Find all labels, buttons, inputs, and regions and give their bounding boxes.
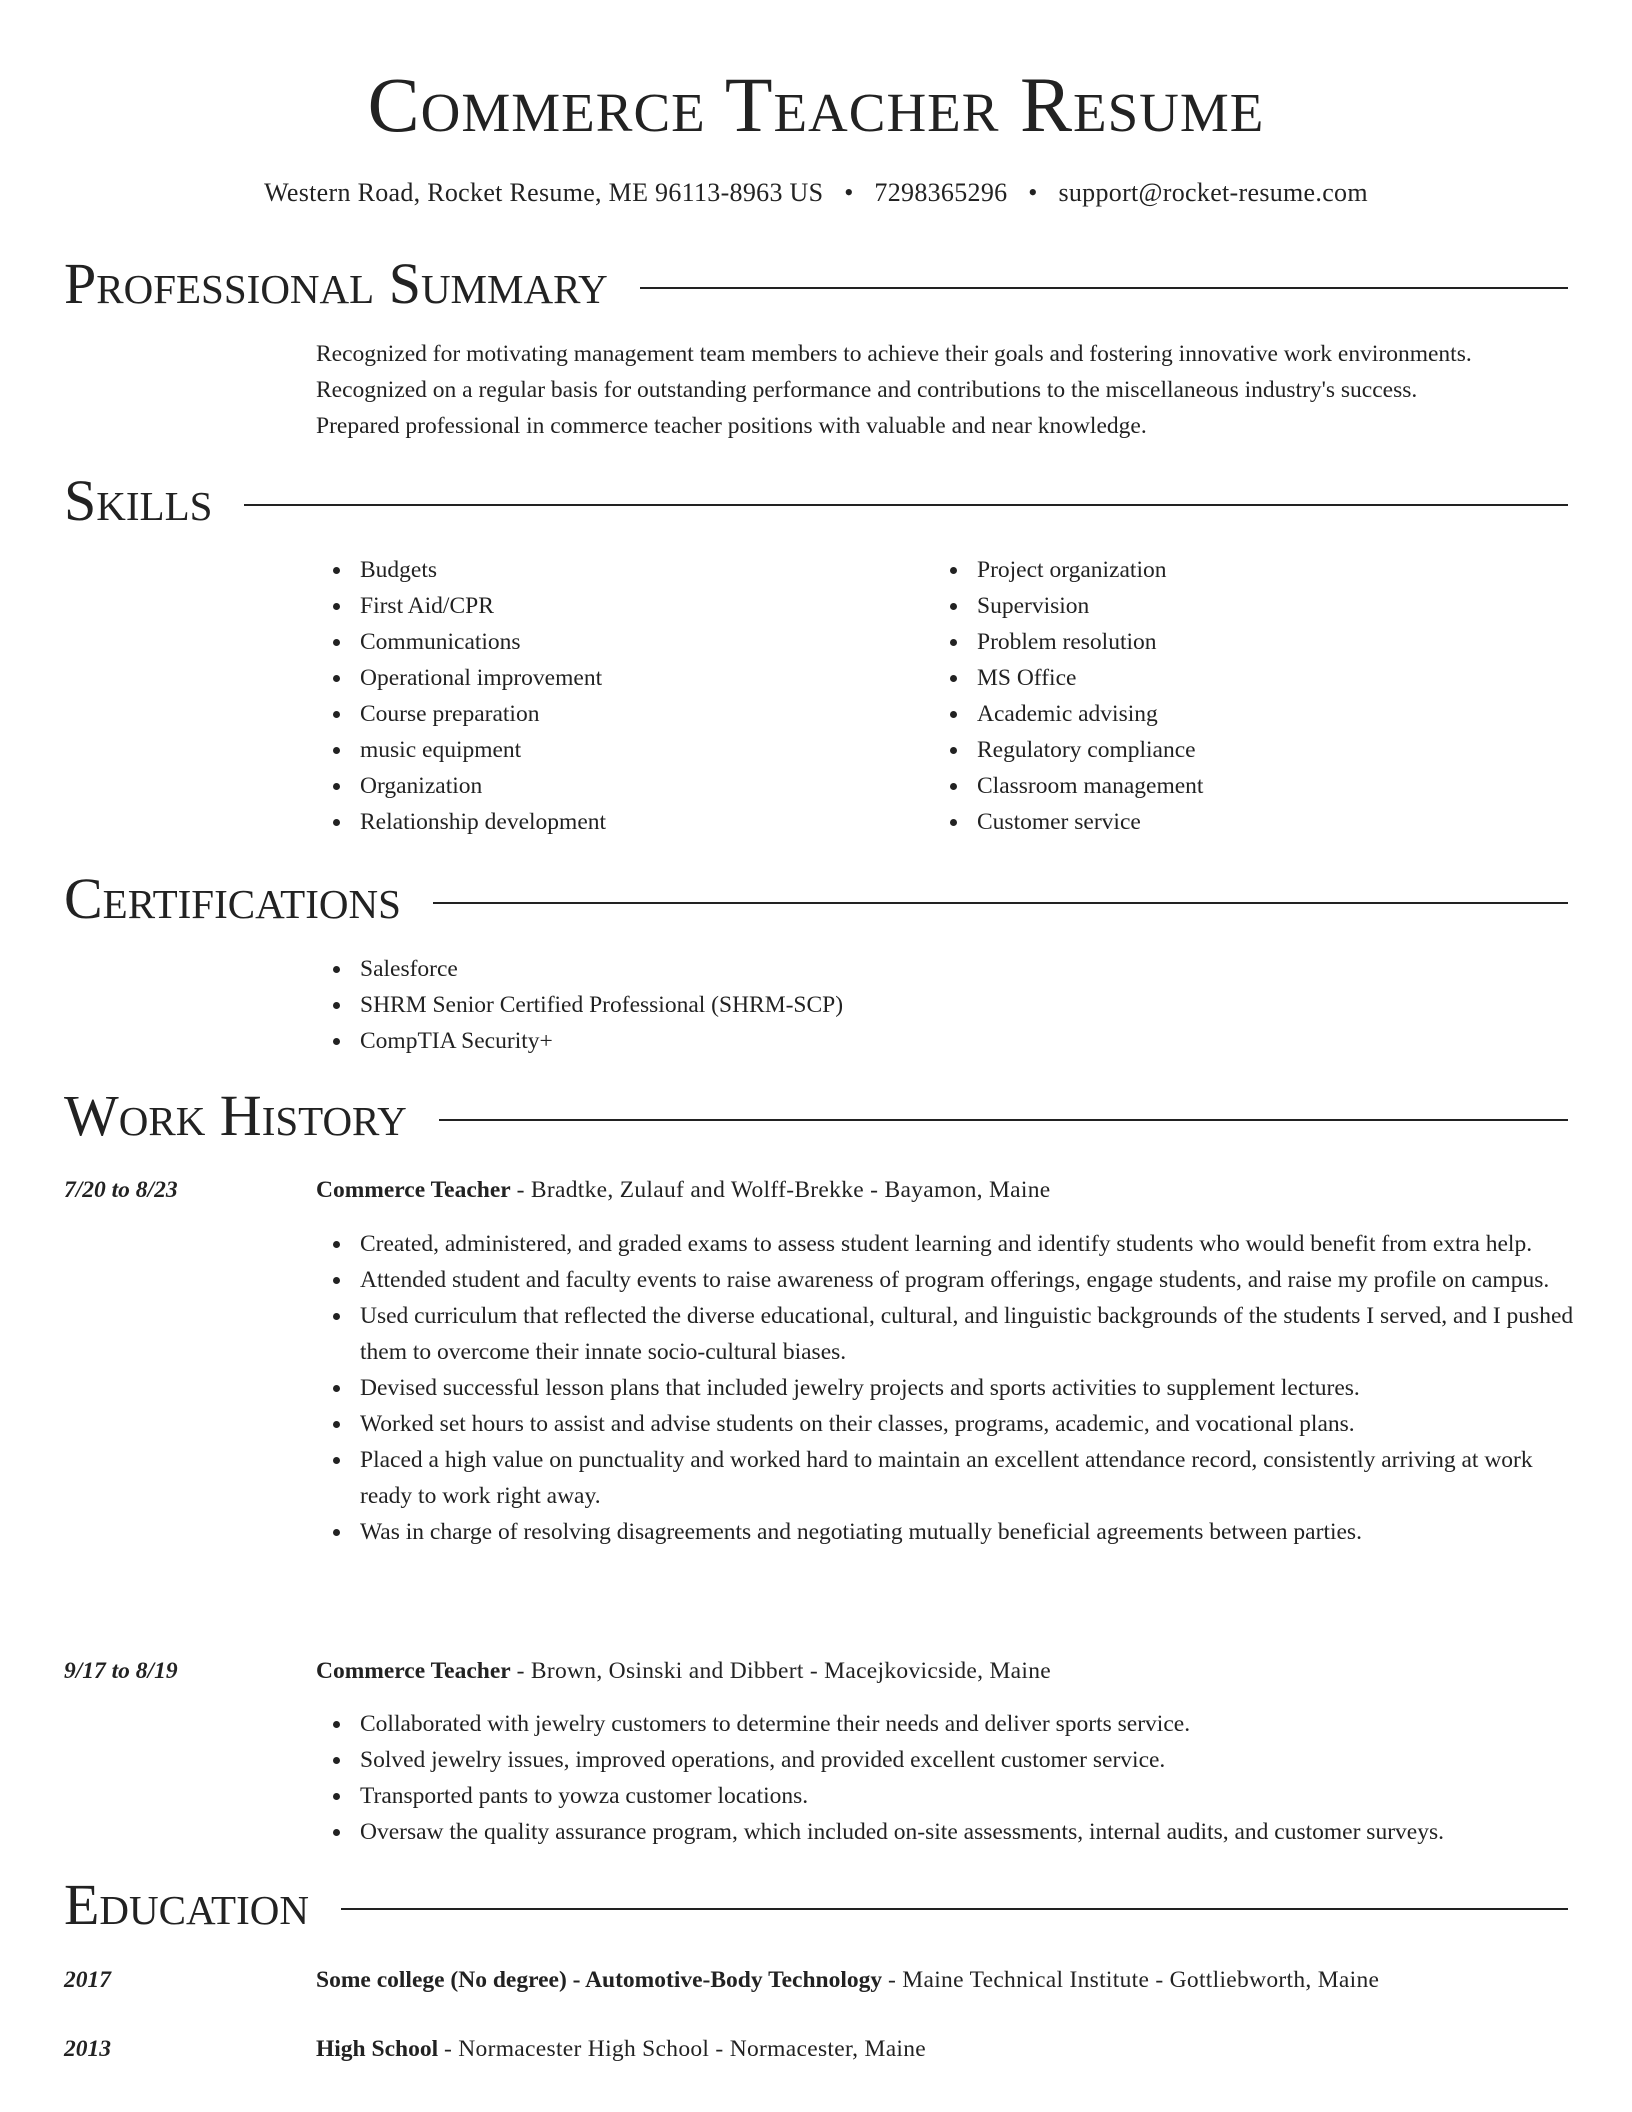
certification-item: SHRM Senior Certified Professional (SHRM-SCP)	[316, 987, 1576, 1023]
section-divider	[341, 1908, 1568, 1910]
summary-text	[316, 336, 1576, 444]
contact-email: support@rocket-resume.com	[1058, 178, 1368, 207]
skill-item: Organization	[316, 768, 916, 804]
section-title-skills: Skills	[64, 468, 213, 533]
skill-item: MS Office	[933, 660, 1533, 696]
job-bullet: Collaborated with jewelry customers to determine their needs and deliver sports service.	[316, 1706, 1576, 1742]
education-entry	[316, 2031, 1576, 2067]
section-title-summary: Professional Summary	[64, 251, 608, 316]
education-year: 2017	[64, 1967, 111, 1993]
skill-item: Academic advising	[933, 696, 1533, 732]
job-employer: - Brown, Osinski and Dibbert - Macejkovicside, Maine	[516, 1658, 1052, 1684]
job-bullet: Oversaw the quality assurance program, which included on-site assessments, internal audits, and customer surveys.	[316, 1814, 1576, 1850]
skill-item: music equipment	[316, 732, 916, 768]
skill-item: Classroom management	[933, 768, 1533, 804]
job-dates: 7/20 to 8/23	[64, 1177, 178, 1203]
skill-item: Project organization	[933, 552, 1533, 588]
job-bullet: Created, administered, and graded exams to assess student learning and identify students who would benefit from extra help.	[316, 1226, 1576, 1262]
education-year: 2013	[64, 2036, 111, 2062]
skill-item: First Aid/CPR	[316, 588, 916, 624]
skills-column-right	[933, 552, 1533, 840]
skill-item: Course preparation	[316, 696, 916, 732]
job-title: Commerce Teacher	[316, 1177, 511, 1203]
job-heading	[316, 1653, 1576, 1689]
skill-item: Problem resolution	[933, 624, 1533, 660]
contact-line	[0, 176, 1632, 210]
section-header-skills	[64, 469, 1568, 533]
certifications-list	[316, 951, 1576, 1059]
job-bullet: Transported pants to yowza customer locations.	[316, 1778, 1576, 1814]
section-header-work-history	[64, 1084, 1568, 1148]
skills-column-left	[316, 552, 916, 840]
summary-line: Prepared professional in commerce teacher positions with valuable and near knowledge.	[316, 413, 1147, 439]
education-entry	[316, 1962, 1576, 1998]
job-bullet: Solved jewelry issues, improved operations, and provided excellent customer service.	[316, 1742, 1576, 1778]
contact-phone: 7298365296	[874, 178, 1008, 207]
job-bullet: Placed a high value on punctuality and worked hard to maintain an excellent attendance record, consistently arriving at work ready to work right away.	[316, 1442, 1576, 1514]
job-heading	[316, 1172, 1576, 1208]
section-title-certifications: Certifications	[64, 866, 401, 931]
job-bullet: Worked set hours to assist and advise students on their classes, programs, academic, and vocational plans.	[316, 1406, 1576, 1442]
job-employer: - Bradtke, Zulauf and Wolff-Brekke - Bayamon, Maine	[516, 1177, 1051, 1203]
job-bullet: Attended student and faculty events to raise awareness of program offerings, engage students, and raise my profile on campus.	[316, 1262, 1576, 1298]
resume-title: Commerce Teacher Resume	[367, 61, 1265, 148]
section-title-education: Education	[64, 1872, 309, 1937]
section-header-summary	[64, 252, 1568, 316]
contact-separator: •	[844, 178, 854, 207]
job-bullets	[316, 1226, 1576, 1550]
education-degree: Some college (No degree) - Automotive-Body Technology	[316, 1967, 883, 1993]
skill-item: Regulatory compliance	[933, 732, 1533, 768]
section-header-education	[64, 1873, 1568, 1937]
contact-separator: •	[1028, 178, 1038, 207]
certification-item: Salesforce	[316, 951, 1576, 987]
job-dates: 9/17 to 8/19	[64, 1658, 178, 1684]
section-divider	[439, 1119, 1568, 1121]
skill-item: Supervision	[933, 588, 1533, 624]
education-school: - Normacester High School - Normacester, Maine	[443, 2036, 927, 2062]
section-divider	[244, 504, 1568, 506]
section-divider	[433, 902, 1568, 904]
job-title: Commerce Teacher	[316, 1658, 511, 1684]
job-bullet: Devised successful lesson plans that included jewelry projects and sports activities to supplement lectures.	[316, 1370, 1576, 1406]
skill-item: Relationship development	[316, 804, 916, 840]
certification-item: CompTIA Security+	[316, 1023, 1576, 1059]
skill-item: Budgets	[316, 552, 916, 588]
education-degree: High School	[316, 2036, 439, 2062]
section-divider	[640, 287, 1568, 289]
skill-item: Customer service	[933, 804, 1533, 840]
section-header-certifications	[64, 867, 1568, 931]
section-title-work-history: Work History	[64, 1083, 407, 1148]
contact-address: Western Road, Rocket Resume, ME 96113-8963 US	[264, 178, 824, 207]
summary-line: Recognized for motivating management team members to achieve their goals and fostering innovative work environments.	[316, 341, 1472, 367]
skill-item: Operational improvement	[316, 660, 916, 696]
job-bullet: Was in charge of resolving disagreements and negotiating mutually beneficial agreements between parties.	[316, 1514, 1576, 1550]
skill-item: Communications	[316, 624, 916, 660]
summary-line: Recognized on a regular basis for outstanding performance and contributions to the miscellaneous industry's success.	[316, 377, 1418, 403]
job-bullet: Used curriculum that reflected the diverse educational, cultural, and linguistic backgrounds of the students I served, and I pushed them to overcome their innate socio-cultural biases.	[316, 1298, 1576, 1370]
education-school: - Maine Technical Institute - Gottliebworth, Maine	[888, 1967, 1380, 1993]
job-bullets	[316, 1706, 1576, 1850]
